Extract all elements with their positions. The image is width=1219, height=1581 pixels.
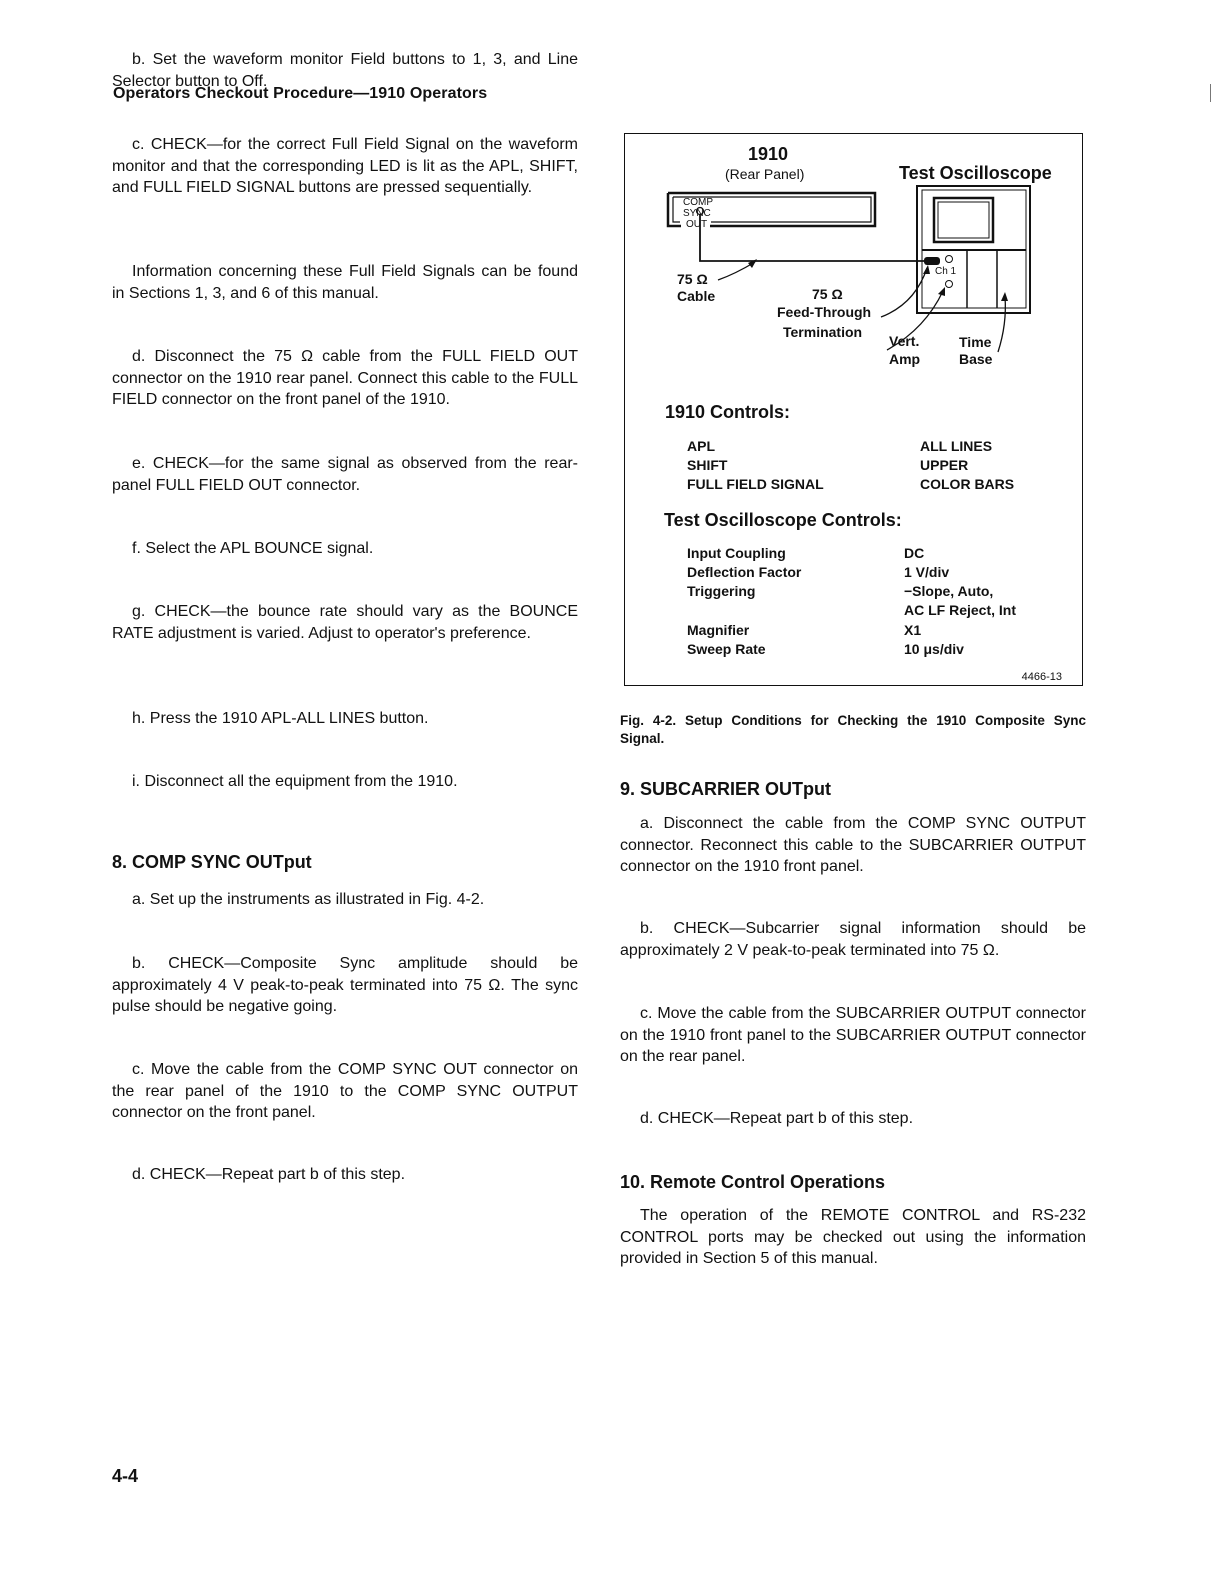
ch1-label: Ch 1 [935,266,957,277]
scope-control-name-0: Input Coupling [687,545,786,561]
scope-control-value-0: DC [904,545,925,561]
step-c: c. CHECK—for the correct Full Field Signal on the waveform monitor and that the corresponding LED is lit as the APL, SHIFT, and FULL FIELD SIGNAL buttons are pressed sequentially. [112,136,578,196]
control-1910-value-2: COLOR BARS [920,476,1015,492]
info-paragraph: Information concerning these Full Field Signals can be found in Sections 1, 3, and 6 of this manual. [112,263,578,302]
time-base-label-line-2: Base [959,351,993,367]
step-h: h. Press the 1910 APL-ALL LINES button. [132,710,429,727]
section-10-body: The operation of the REMOTE CONTROL and RS-232 CONTROL ports may be checked out using the information provided in Section 5 of this manual. [620,1207,1086,1267]
scope-control-value-5: 10 μs/div [904,641,964,657]
section-9-step-c: c. Move the cable from the SUBCARRIER OUTPUT connector on the 1910 front panel to the SUBCARRIER OUTPUT connector on the rear panel. [620,1005,1086,1065]
step-i: i. Disconnect all the equipment from the 1910. [132,773,458,790]
scope-control-name-4: Magnifier [687,622,750,638]
cable-label-line-1: 75 Ω [677,271,708,287]
termination-icon [924,257,940,265]
scope-control-name-1: Deflection Factor [687,564,802,580]
control-1910-value-1: UPPER [920,457,969,473]
cable-line [700,214,930,261]
connector-label-line-3: OUT [686,219,708,230]
scope-control-name-5: Sweep Rate [687,641,766,657]
time-base-label-line-1: Time [959,334,992,350]
section-8-step-d: d. CHECK—Repeat part b of this step. [132,1166,406,1183]
termination-label-line-1: 75 Ω [812,286,843,302]
figure-caption: Fig. 4-2. Setup Conditions for Checking the 1910 Composite Sync Signal. [620,713,1086,746]
step-b: b. Set the waveform monitor Field buttons to 1, 3, and Line Selector button to Off. [112,51,578,90]
step-d: d. Disconnect the 75 Ω cable from the FULL FIELD OUT connector on the 1910 rear panel. Connect this cable to the FULL FIELD connector on the front panel of the 1910. [112,348,578,408]
scope-control-value-2: −Slope, Auto, [904,583,994,599]
scope-control-value-4: X1 [904,622,922,638]
section-9-step-d: d. CHECK—Repeat part b of this step. [640,1110,914,1127]
termination-label-line-3: Termination [783,324,863,340]
control-1910-name-1: SHIFT [687,457,728,473]
section-10-heading: 10. Remote Control Operations [620,1172,886,1192]
vert-amp-label-line-1: Vert. [889,333,920,349]
oscilloscope-drawing [917,186,1030,313]
control-1910-name-0: APL [687,438,715,454]
section-9-step-b: b. CHECK—Subcarrier signal information should be approximately 2 V peak-to-peak terminated into 75 Ω. [620,920,1086,959]
section-8-heading: 8. COMP SYNC OUTput [112,852,312,872]
control-1910-value-0: ALL LINES [920,438,993,454]
connector-label-line-2: SYNC [683,208,711,219]
running-head: Operators Checkout Procedure—1910 Operators [113,85,488,102]
scope-control-value-1: 1 V/div [904,564,950,580]
step-e: e. CHECK—for the same signal as observed from the rear-panel FULL FIELD OUT connector. [112,455,578,494]
section-8-step-c: c. Move the cable from the COMP SYNC OUT connector on the rear panel of the 1910 to the COMP SYNC OUTPUT connector on the front panel. [112,1061,578,1121]
device-subtitle: (Rear Panel) [725,166,805,182]
arrowheads [748,259,1008,301]
edge-mark [1210,84,1211,102]
controls-1910-heading: 1910 Controls: [665,402,791,422]
cable-label-line-2: Cable [677,288,716,304]
figure-4-2 [624,133,1083,686]
device-title: 1910 [748,144,789,164]
scope-control-name-2: Triggering [687,583,756,599]
scope-title: Test Oscilloscope [899,163,1052,183]
section-9-step-a: a. Disconnect the cable from the COMP SYNC OUTPUT connector. Reconnect this cable to the SUBCARRIER OUTPUT connector on the 1910 front panel. [620,815,1086,875]
section-9-heading: 9. SUBCARRIER OUTput [620,779,831,799]
vert-amp-label-line-2: Amp [889,351,921,367]
step-g: g. CHECK—the bounce rate should vary as the BOUNCE RATE adjustment is varied. Adjust to operator's preference. [112,603,578,642]
figure-id: 4466-13 [1021,671,1062,683]
control-1910-name-2: FULL FIELD SIGNAL [687,476,824,492]
step-f: f. Select the APL BOUNCE signal. [132,540,374,557]
connector-label-line-1: COMP [683,197,713,208]
section-8-step-a: a. Set up the instruments as illustrated in Fig. 4-2. [132,891,485,908]
termination-label-line-2: Feed-Through [777,304,872,320]
scope-control-value-3: AC LF Reject, Int [904,602,1017,618]
page-number: 4-4 [112,1466,139,1486]
scope-controls-heading: Test Oscilloscope Controls: [664,510,902,530]
section-8-step-b: b. CHECK—Composite Sync amplitude should be approximately 4 V peak-to-peak terminated into 75 Ω. The sync pulse should be negative going. [112,955,578,1015]
